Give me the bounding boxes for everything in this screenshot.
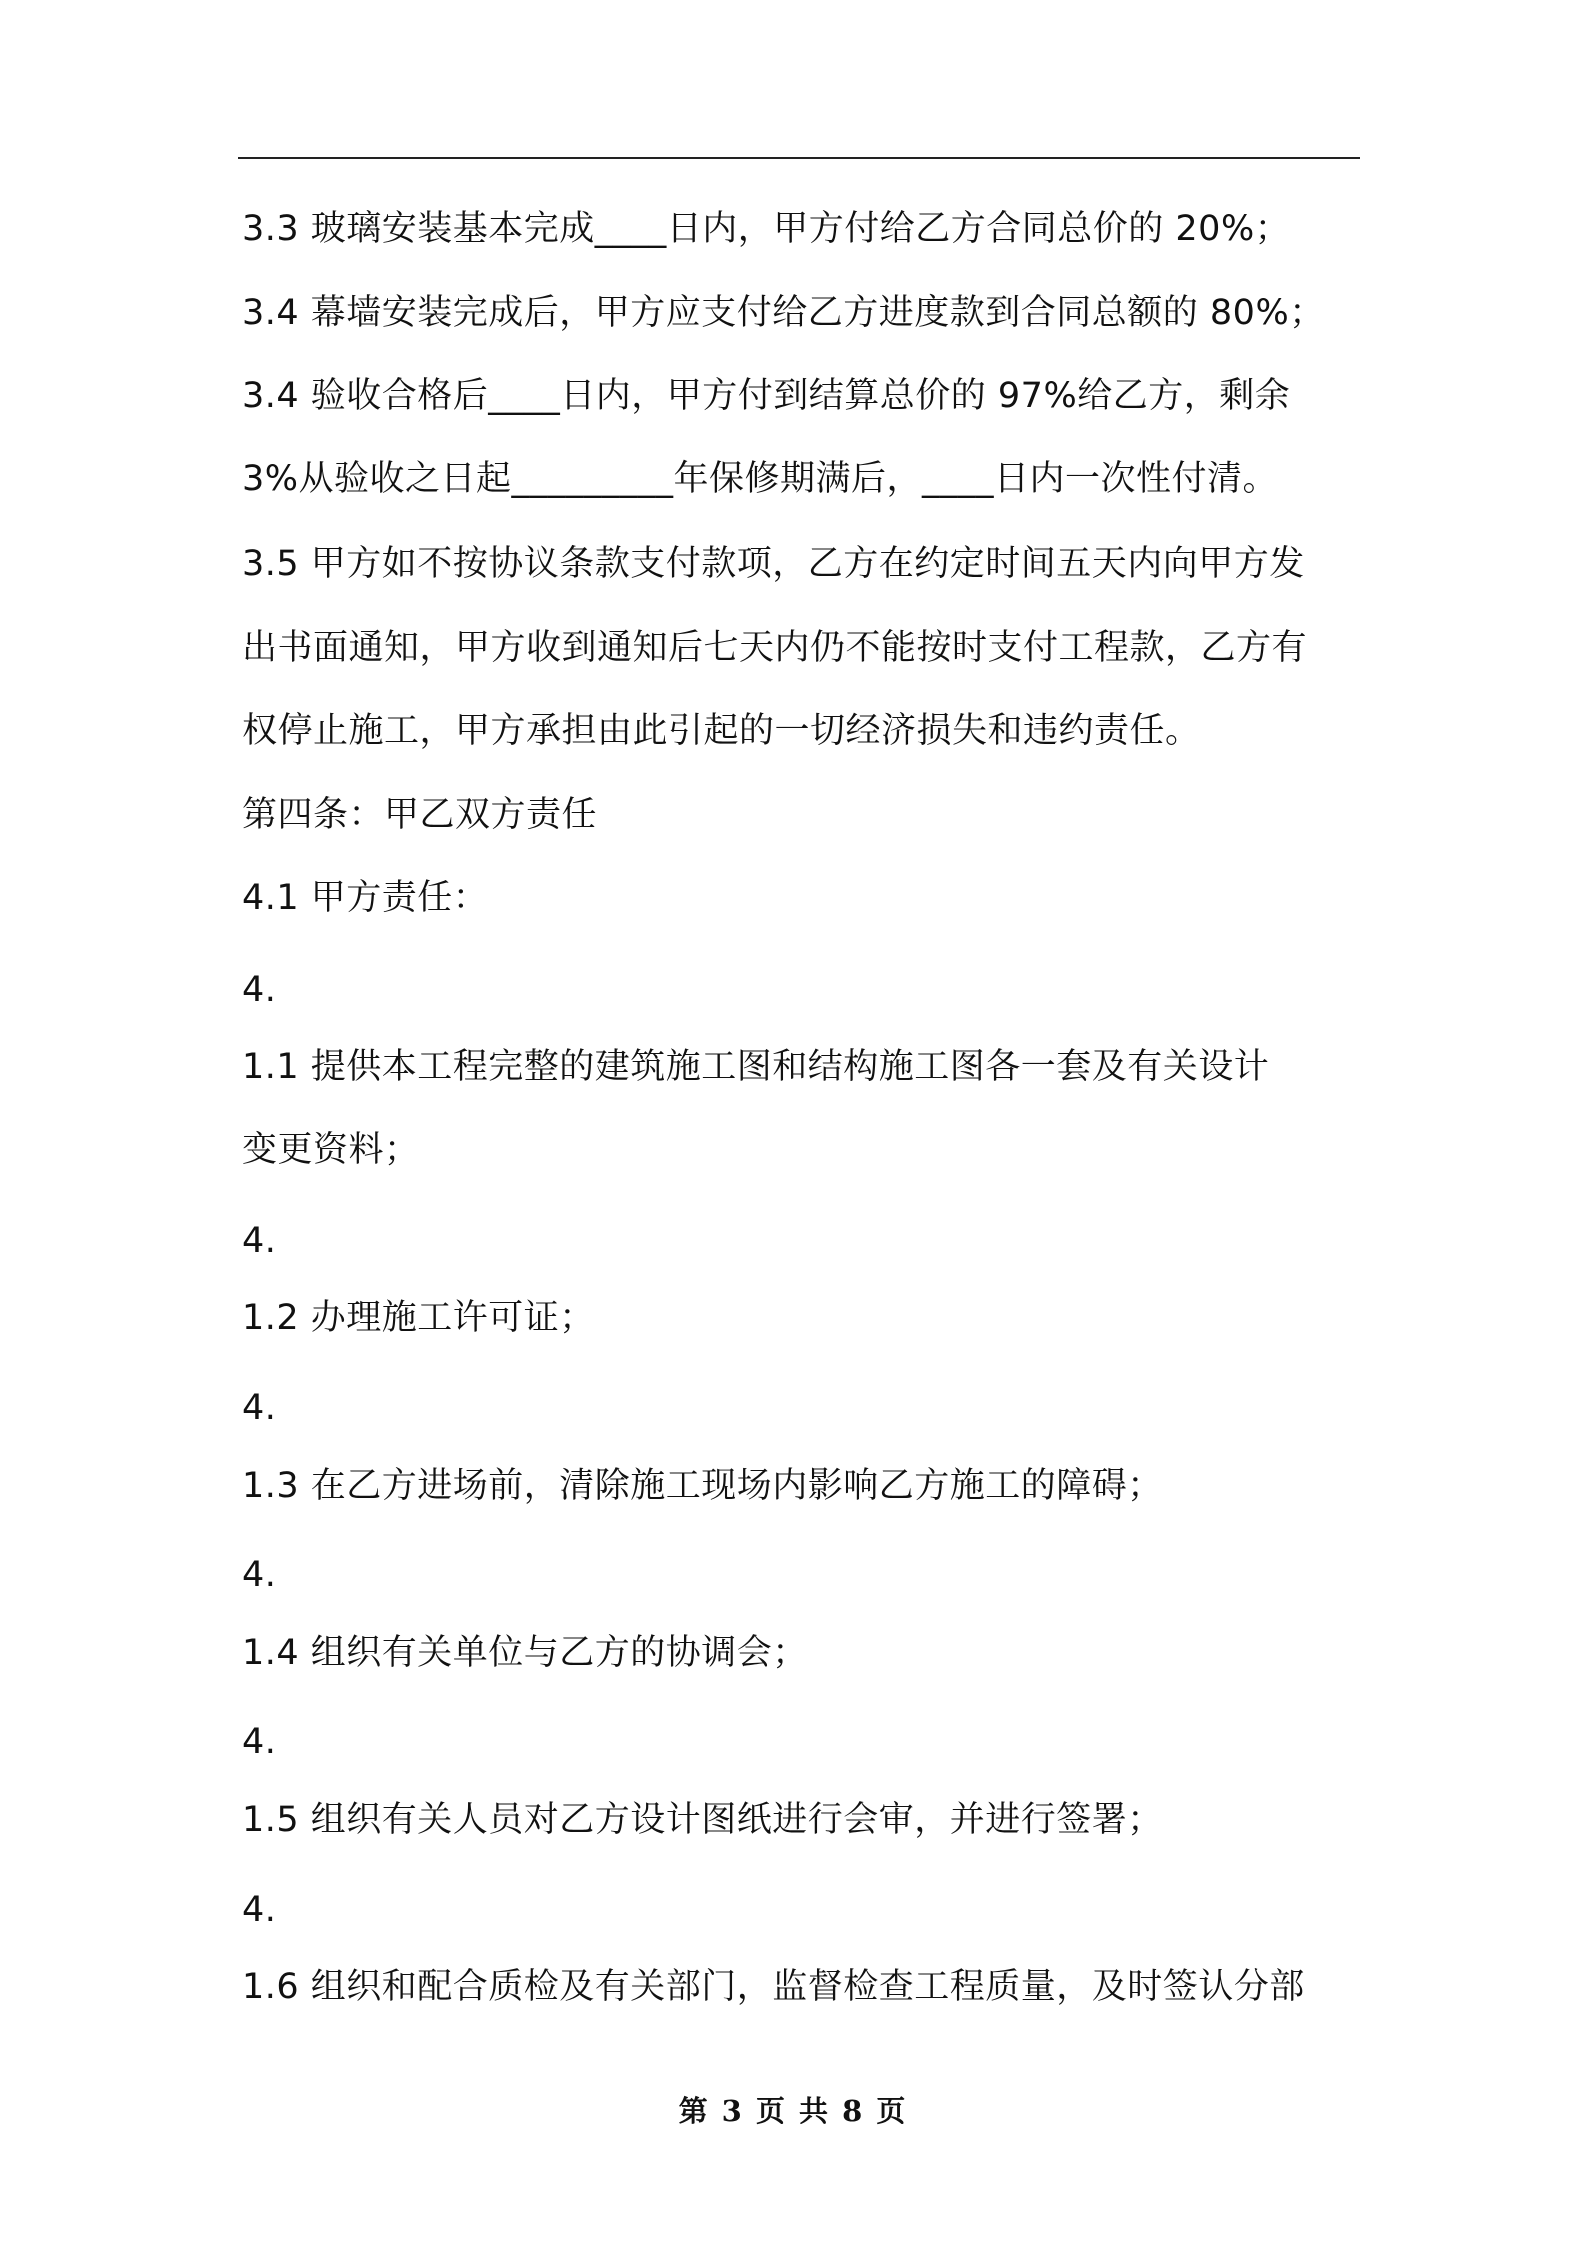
text-line: 3.4 幕墙安装完成后，甲方应支付给乙方进度款到合同总额的 80%； [242,293,1325,333]
text-line: 3.5 甲方如不按协议条款支付款项，乙方在约定时间五天内向甲方发 [242,544,1305,584]
text-line: 4. [242,1722,277,1762]
text-line: 1.3 在乙方进场前，清除施工现场内影响乙方施工的障碍； [242,1466,1163,1506]
page-number: 第 3 页 共 8 页 [678,2094,908,2128]
text-line: 3%从验收之日起_________年保修期满后，____日内一次性付清。 [242,459,1279,499]
text-line: 4. [242,1221,277,1261]
text-line: 4. [242,1388,277,1428]
subsection-heading: 4.1 甲方责任： [242,878,489,918]
text-line: 出书面通知，甲方收到通知后七天内仍不能按时支付工程款，乙方有 [242,628,1308,668]
text-line: 1.2 办理施工许可证； [242,1298,595,1338]
text-line: 权停止施工，甲方承担由此引起的一切经济损失和违约责任。 [242,711,1201,751]
text-line: 1.6 组织和配合质检及有关部门，监督检查工程质量，及时签认分部 [242,1967,1305,2007]
text-line: 1.1 提供本工程完整的建筑施工图和结构施工图各一套及有关设计 [242,1047,1270,1087]
text-line: 1.5 组织有关人员对乙方设计图纸进行会审，并进行签署； [242,1800,1163,1840]
header-rule [238,157,1360,159]
text-line: 3.4 验收合格后____日内，甲方付到结算总价的 97%给乙方，剩余 [242,376,1291,416]
section-heading: 第四条：甲乙双方责任 [242,795,598,835]
text-line: 4. [242,1890,277,1930]
text-line: 变更资料； [242,1130,420,1170]
text-line: 4. [242,1555,277,1595]
text-line: 1.4 组织有关单位与乙方的协调会； [242,1633,808,1673]
text-line: 4. [242,970,277,1010]
text-line: 3.3 玻璃安装基本完成____日内，甲方付给乙方合同总价的 20%； [242,209,1291,249]
